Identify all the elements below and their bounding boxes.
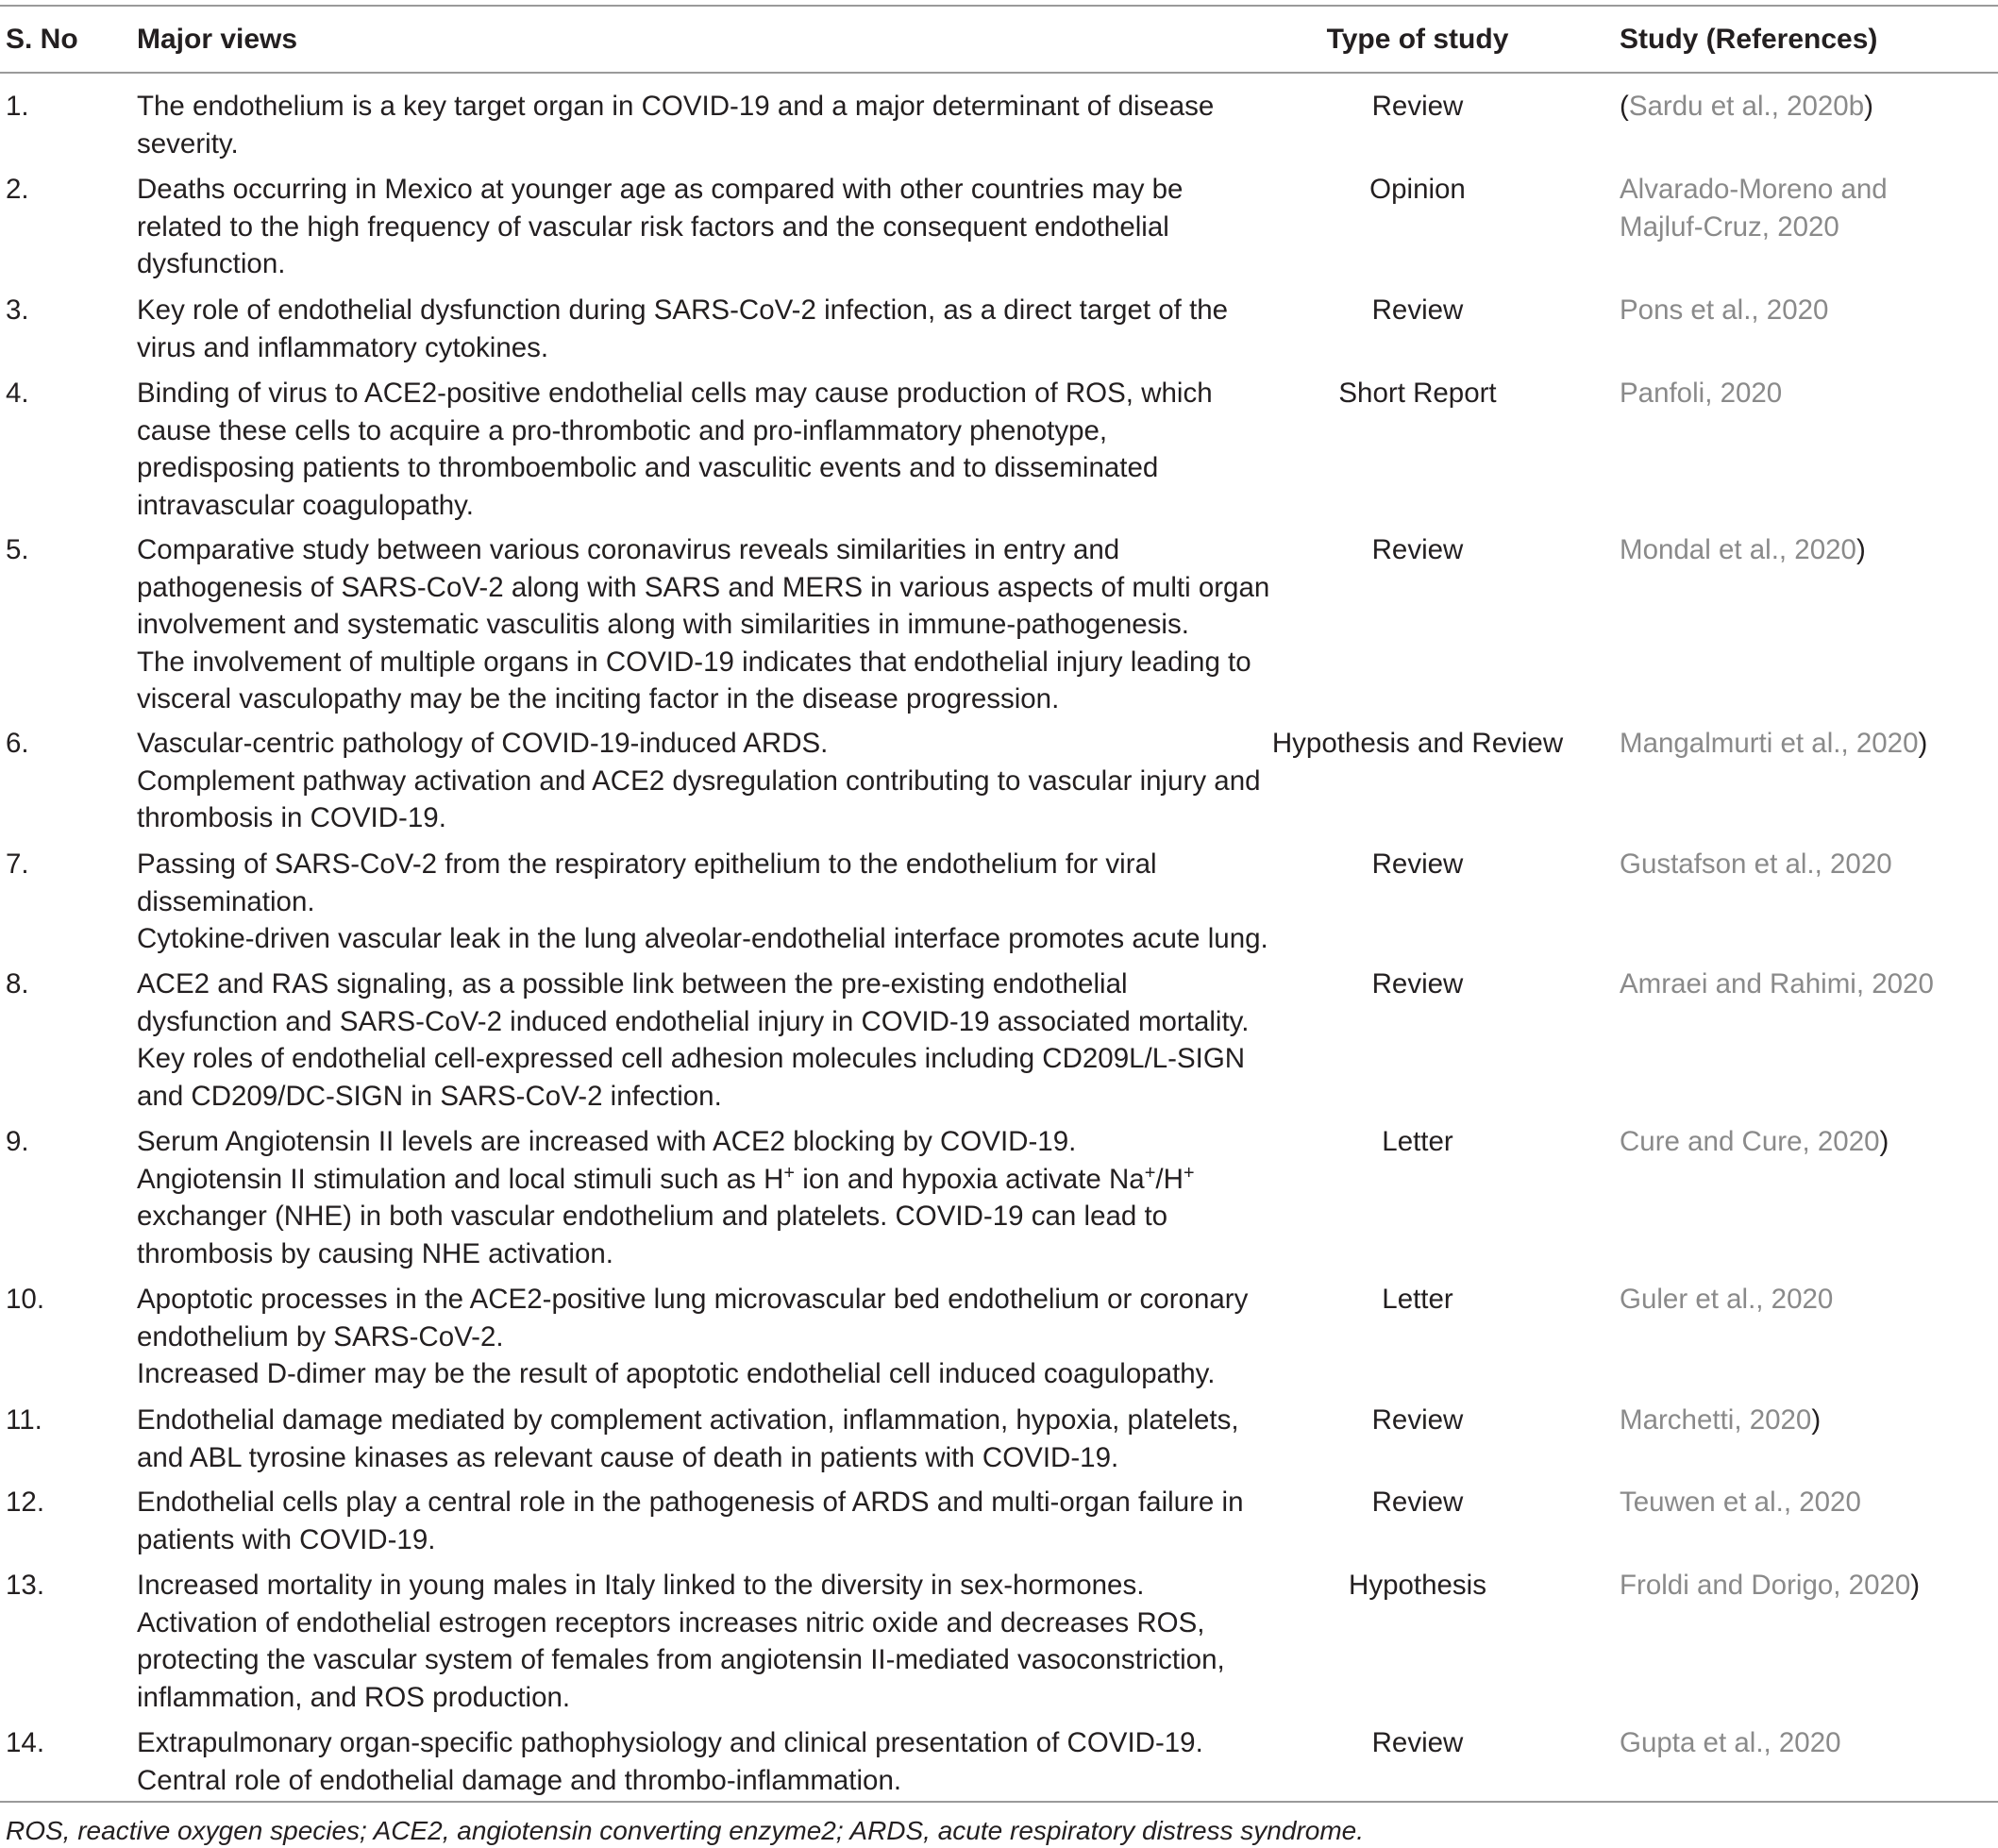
major-views-line: The endothelium is a key target organ in COVID-19 and a major determinant of disease xyxy=(137,91,1215,122)
major-views-cell xyxy=(137,846,1268,958)
row-number: 5. xyxy=(6,534,29,565)
major-views-line: Activation of endothelial estrogen receptors increases nitric oxide and decreases ROS, xyxy=(137,1606,1205,1638)
reference-cell xyxy=(1620,1484,1988,1521)
major-views-line: patients with COVID-19. xyxy=(137,1523,436,1555)
superscript-plus: + xyxy=(1144,1162,1156,1184)
major-views-line: The involvement of multiple organs in COVID-19 indicates that endothelial injury leading to xyxy=(137,646,1251,678)
study-type-cell: Hypothesis and Review xyxy=(1271,728,1564,759)
header-type-of-study: Type of study xyxy=(1326,24,1509,55)
reference-close-paren: ) xyxy=(1855,534,1866,565)
major-views-line: and ABL tyrosine kinases as relevant cause of death in patients with COVID-19. xyxy=(137,1441,1119,1473)
reference-cell xyxy=(1620,1567,1988,1604)
row-number: 11. xyxy=(6,1404,42,1436)
reference-cell xyxy=(1620,966,1988,1003)
major-views-line: intravascular coagulopathy. xyxy=(137,489,474,521)
table-top-rule xyxy=(0,5,1998,7)
reference-line xyxy=(1620,1724,1988,1762)
major-views-cell xyxy=(137,725,1261,837)
reference-close-paren: ) xyxy=(1918,728,1928,759)
reference-cell xyxy=(1620,1123,1988,1161)
reference-line xyxy=(1620,1281,1988,1319)
header-study-references: Study (References) xyxy=(1620,24,1878,55)
reference-link[interactable]: Pons et al., 2020 xyxy=(1620,294,1829,326)
reference-link[interactable]: Guler et al., 2020 xyxy=(1620,1284,1834,1315)
major-views-cell xyxy=(137,1724,1241,1799)
major-views-cell xyxy=(137,171,1241,283)
major-views-line: Binding of virus to ACE2-positive endothelial cells may cause production of ROS, which xyxy=(137,378,1213,409)
major-views-cell xyxy=(137,1123,1241,1272)
major-views-line: ACE2 and RAS signaling, as a possible link between the pre-existing endothelial xyxy=(137,968,1128,1000)
study-type-cell: Review xyxy=(1371,1487,1464,1518)
reference-line xyxy=(1620,209,1988,246)
major-views-line xyxy=(137,1161,1241,1199)
study-type-cell: Review xyxy=(1371,91,1464,122)
major-views-line: Central role of endothelial damage and thrombo-inflammation. xyxy=(137,1764,902,1796)
reference-close-paren: ) xyxy=(1811,1404,1822,1436)
row-number: 2. xyxy=(6,174,29,205)
reference-link[interactable]: Teuwen et al., 2020 xyxy=(1620,1487,1861,1518)
reference-line xyxy=(1620,1402,1988,1439)
study-type-cell: Review xyxy=(1371,1404,1464,1436)
table-footnote: ROS, reactive oxygen species; ACE2, angiotensin converting enzyme2; ARDS, acute respiratory distress syndrome. xyxy=(6,1816,1365,1845)
major-views-line: Key roles of endothelial cell-expressed cell adhesion molecules including CD209L/L-SIGN xyxy=(137,1043,1246,1075)
study-type-cell: Hypothesis xyxy=(1349,1570,1486,1601)
reference-line xyxy=(1620,375,1988,412)
study-type-cell: Review xyxy=(1371,1727,1464,1758)
major-views-line: inflammation, and ROS production. xyxy=(137,1681,571,1713)
major-views-cell xyxy=(137,966,1250,1115)
reference-line xyxy=(1620,88,1988,126)
major-views-cell xyxy=(137,1281,1249,1393)
row-number: 14. xyxy=(6,1727,45,1758)
major-views-line: Increased mortality in young males in Italy linked to the diversity in sex-hormones. xyxy=(137,1570,1145,1601)
row-number: 10. xyxy=(6,1284,45,1315)
reference-line xyxy=(1620,1123,1988,1161)
row-number: 6. xyxy=(6,728,29,759)
major-views-line: endothelium by SARS-CoV-2. xyxy=(137,1320,504,1352)
reference-cell xyxy=(1620,171,1988,245)
table-bottom-rule xyxy=(0,1801,1998,1803)
text-segment: Angiotensin II stimulation and local stimuli such as H xyxy=(137,1163,784,1195)
row-number: 4. xyxy=(6,378,29,409)
reference-line xyxy=(1620,725,1988,763)
major-views-line: protecting the vascular system of females from angiotensin II-mediated vasoconstriction, xyxy=(137,1644,1225,1676)
reference-line xyxy=(1620,531,1988,569)
row-number: 9. xyxy=(6,1126,29,1157)
major-views-line: Serum Angiotensin II levels are increased with ACE2 blocking by COVID-19. xyxy=(137,1126,1077,1157)
reference-cell xyxy=(1620,292,1988,329)
major-views-line: predisposing patients to thromboembolic and vasculitic events and to disseminated xyxy=(137,452,1159,484)
reference-line xyxy=(1620,292,1988,329)
reference-link[interactable]: Mondal et al., 2020 xyxy=(1620,534,1856,565)
reference-cell xyxy=(1620,725,1988,763)
major-views-cell xyxy=(137,1484,1244,1558)
study-type-cell: Review xyxy=(1371,968,1464,1000)
reference-close-paren: ) xyxy=(1864,91,1873,122)
row-number: 3. xyxy=(6,294,29,326)
major-views-line: exchanger (NHE) in both vascular endothelium and platelets. COVID-19 can lead to xyxy=(137,1201,1168,1233)
major-views-line: Complement pathway activation and ACE2 dysregulation contributing to vascular injury and xyxy=(137,764,1261,797)
major-views-line: severity. xyxy=(137,127,239,160)
reference-link[interactable]: Gustafson et al., 2020 xyxy=(1620,848,1892,880)
reference-link[interactable]: Mangalmurti et al., 2020 xyxy=(1620,728,1919,759)
reference-link[interactable]: Cure and Cure, 2020 xyxy=(1620,1126,1880,1157)
major-views-cell xyxy=(137,292,1241,366)
major-views-line: dysfunction. xyxy=(137,248,286,280)
reference-cell xyxy=(1620,375,1988,412)
reference-line xyxy=(1620,846,1988,883)
superscript-plus: + xyxy=(1183,1162,1195,1184)
reference-cell xyxy=(1620,531,1988,569)
row-number: 12. xyxy=(6,1487,45,1518)
header-major-views: Major views xyxy=(137,24,298,55)
major-views-line: pathogenesis of SARS-CoV-2 along with SARS and MERS in various aspects of multi organ xyxy=(137,571,1270,603)
major-views-line: dysfunction and SARS-CoV-2 induced endothelial injury in COVID-19 associated mortality. xyxy=(137,1005,1250,1037)
major-views-line: Endothelial damage mediated by complement activation, inflammation, hypoxia, platelets, xyxy=(137,1404,1239,1436)
major-views-line: involvement and systematic vasculitis along with similarities in immune-pathogenesis. xyxy=(137,609,1189,641)
major-views-line: Endothelial cells play a central role in the pathogenesis of ARDS and multi-organ failure in xyxy=(137,1487,1244,1518)
reference-link[interactable]: Marchetti, 2020 xyxy=(1620,1404,1812,1436)
header-sno: S. No xyxy=(6,24,78,55)
reference-link[interactable]: Alvarado-Moreno and xyxy=(1620,174,1888,205)
major-views-line: cause these cells to acquire a pro-thrombotic and pro-inflammatory phenotype, xyxy=(137,414,1108,446)
major-views-line: Comparative study between various coronavirus reveals similarities in entry and xyxy=(137,534,1120,565)
study-type-cell: Review xyxy=(1371,294,1464,326)
reference-cell xyxy=(1620,1402,1988,1439)
major-views-line: dissemination. xyxy=(137,885,315,917)
major-views-line: Key role of endothelial dysfunction during SARS-CoV-2 infection, as a direct target of the xyxy=(137,294,1229,326)
reference-link[interactable]: Gupta et al., 2020 xyxy=(1620,1727,1841,1758)
major-views-line: visceral vasculopathy may be the inciting factor in the disease progression. xyxy=(137,683,1060,715)
major-views-line: thrombosis in COVID-19. xyxy=(137,802,446,834)
major-views-cell xyxy=(137,531,1270,718)
reference-link[interactable]: Amraei and Rahimi, 2020 xyxy=(1620,968,1934,1000)
study-type-cell: Review xyxy=(1371,848,1464,880)
row-number: 1. xyxy=(6,91,29,122)
text-segment: /H xyxy=(1155,1163,1184,1195)
major-views-cell xyxy=(137,1402,1241,1476)
major-views-line: virus and inflammatory cytokines. xyxy=(137,331,549,363)
study-type-cell: Review xyxy=(1371,534,1464,565)
major-views-cell xyxy=(137,1567,1241,1716)
study-type-cell: Short Report xyxy=(1338,378,1497,409)
major-views-line: and CD209/DC-SIGN in SARS-CoV-2 infection. xyxy=(137,1080,722,1112)
reference-link[interactable]: Panfoli, 2020 xyxy=(1620,378,1783,409)
row-number: 13. xyxy=(6,1570,45,1601)
study-type-cell: Letter xyxy=(1382,1126,1453,1157)
major-views-line: Vascular-centric pathology of COVID-19-induced ARDS. xyxy=(137,728,829,759)
header-rule xyxy=(0,72,1998,74)
reference-link[interactable]: Froldi and Dorigo, 2020 xyxy=(1620,1570,1911,1601)
major-views-line: Apoptotic processes in the ACE2-positive lung microvascular bed endothelium or coronary xyxy=(137,1284,1249,1315)
major-views-line: Cytokine-driven vascular leak in the lung alveolar-endothelial interface promotes acute lung. xyxy=(137,923,1268,955)
row-number: 8. xyxy=(6,968,29,1000)
major-views-cell xyxy=(137,375,1241,524)
reference-link[interactable]: Majluf-Cruz, 2020 xyxy=(1620,210,1839,243)
reference-cell xyxy=(1620,1724,1988,1762)
row-number: 7. xyxy=(6,848,29,880)
major-views-line: Increased D-dimer may be the result of apoptotic endothelial cell induced coagulopathy. xyxy=(137,1358,1216,1390)
reference-line xyxy=(1620,966,1988,1003)
text-segment: ion and hypoxia activate Na xyxy=(795,1163,1145,1195)
superscript-plus: + xyxy=(783,1162,796,1184)
major-views-line: Extrapulmonary organ-specific pathophysiology and clinical presentation of COVID-19. xyxy=(137,1727,1203,1758)
major-views-cell xyxy=(137,88,1241,162)
reference-cell xyxy=(1620,88,1988,126)
study-type-cell: Opinion xyxy=(1369,174,1466,205)
reference-link[interactable]: Sardu et al., 2020b xyxy=(1628,91,1865,122)
study-type-cell: Letter xyxy=(1382,1284,1453,1315)
reference-line xyxy=(1620,1484,1988,1521)
major-views-line: thrombosis by causing NHE activation. xyxy=(137,1237,614,1269)
major-views-line: related to the high frequency of vascular risk factors and the consequent endothelial xyxy=(137,210,1169,243)
reference-close-paren: ) xyxy=(1879,1126,1889,1157)
reference-cell xyxy=(1620,1281,1988,1319)
reference-line xyxy=(1620,1567,1988,1604)
major-views-line: Deaths occurring in Mexico at younger age as compared with other countries may be xyxy=(137,174,1184,205)
reference-line xyxy=(1620,171,1988,209)
reference-open-paren: ( xyxy=(1620,91,1629,122)
major-views-line: Passing of SARS-CoV-2 from the respiratory epithelium to the endothelium for viral xyxy=(137,848,1157,880)
reference-cell xyxy=(1620,846,1988,883)
reference-close-paren: ) xyxy=(1910,1570,1921,1601)
